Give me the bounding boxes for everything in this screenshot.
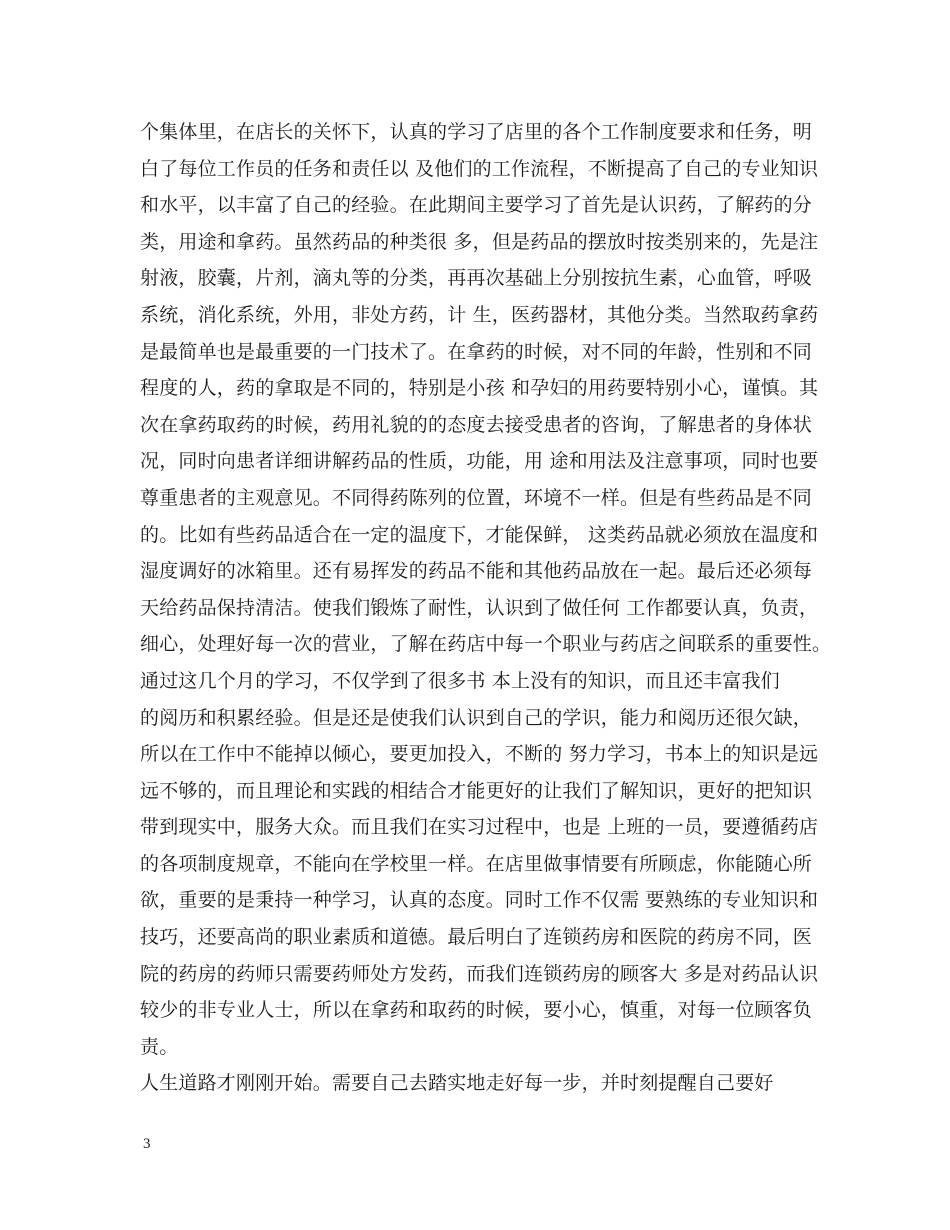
text-line: 通过这几个月的学习，不仅学到了很多书 本上没有的知识，而且还丰富我们 xyxy=(140,669,780,692)
text-line: 个集体里，在店长的关怀下，认真的学习了店里的各个工作制度要求和任务，明 xyxy=(140,121,813,143)
text-line: 程度的人，药的拿取是不同的，特别是小孩 和孕妇的用药要特别小心，谨慎。其 xyxy=(140,377,819,400)
text-line: 系统，消化系统，外用，非处方药，计 生，医药器材，其他分类。当然取药拿药 xyxy=(140,303,819,326)
text-line: 是最简单也是最重要的一门技术了。在拿药的时候，对不同的年龄，性别和不同 xyxy=(140,340,813,363)
text-line: 射液，胶囊，片剂，滴丸等的分类，再再次基础上分别按抗生素，心血管，呼吸 xyxy=(140,267,813,290)
body-text xyxy=(140,114,832,1102)
text-line: 所以在工作中不能掉以倾心，要更加投入，不断的 努力学习，书本上的知识是远 xyxy=(140,743,819,766)
text-line: 的阅历和积累经验。但是还是使我们认识到自己的学识，能力和阅历还很欠缺， xyxy=(140,706,813,729)
text-line: 欲，重要的是秉持一种学习，认真的态度。同时工作不仅需 要熟练的专业知识和 xyxy=(140,889,819,912)
text-line: 况，同时向患者详细讲解药品的性质，功能，用 途和用法及注意事项，同时也要 xyxy=(140,450,819,473)
text-line: 远不够的，而且理论和实践的相结合才能更好的让我们了解知识，更好的把知识 xyxy=(140,779,813,802)
text-line: 次在拿药取药的时候，药用礼貌的的态度去接受患者的咨询，了解患者的身体状 xyxy=(140,413,813,436)
text-line: 院的药房的药师只需要药师处方发药，而我们连锁药房的顾客大 多是对药品认识 xyxy=(140,962,819,985)
text-line: 人生道路才刚刚开始。需要自己去踏实地走好每一步，并时刻提醒自己要好 xyxy=(140,1072,774,1095)
text-line: 细心，处理好每一次的营业，了解在药店中每一个职业与药店之间联系的重要性。 xyxy=(140,633,832,656)
text-line: 技巧，还要高尚的职业素质和道德。最后明白了连锁药房和医院的药房不同，医 xyxy=(140,926,813,949)
text-line: 的。比如有些药品适合在一定的温度下，才能保鲜， 这类药品就必须放在温度和 xyxy=(140,523,819,546)
text-line: 较少的非专业人士，所以在拿药和取药的时候，要小心，慎重，对每一位顾客负 xyxy=(140,999,813,1022)
text-line: 天给药品保持清洁。使我们锻炼了耐性，认识到了做任何 工作都要认真，负责， xyxy=(140,596,819,619)
text-line: 责。 xyxy=(140,1035,179,1058)
text-line: 类，用途和拿药。虽然药品的种类很 多，但是药品的摆放时按类别来的，先是注 xyxy=(140,230,819,253)
text-line: 的各项制度规章，不能向在学校里一样。在店里做事情要有所顾虑，你能随心所 xyxy=(140,852,813,875)
text-line: 湿度调好的冰箱里。还有易挥发的药品不能和其他药品放在一起。最后还必须每 xyxy=(140,560,813,583)
text-line: 白了每位工作员的任务和责任以 及他们的工作流程，不断提高了自己的专业知识 xyxy=(140,157,819,180)
text-line: 带到现实中，服务大众。而且我们在实习过程中，也是 上班的一员，要遵循药店 xyxy=(140,816,819,839)
text-line: 尊重患者的主观意见。不同得药陈列的位置，环境不一样。但是有些药品是不同 xyxy=(140,486,813,509)
text-line: 和水平，以丰富了自己的经验。在此期间主要学习了首先是认识药，了解药的分 xyxy=(140,194,813,217)
page-number: 3 xyxy=(143,1136,151,1152)
